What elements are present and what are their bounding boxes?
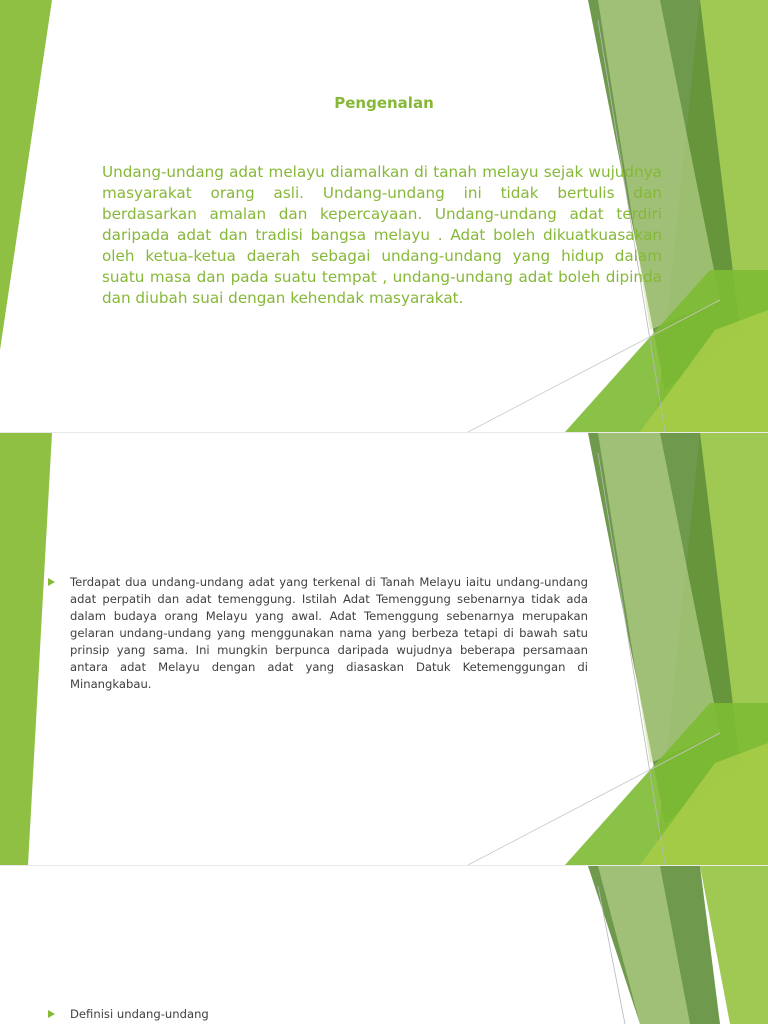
bullet-arrow-icon (48, 578, 55, 586)
bullet-text: Terdapat dua undang-undang adat yang terkenal di Tanah Melayu iaitu undang-undang adat perpatih dan adat temenggung. Istilah Adat Temenggung sebenarnya tidak ada dalam budaya orang Melayu yang awal. Adat Temenggung sebenarnya merupakan gelaran undang-undang yang menggunakan nama yang berbeza tetapi di bawah satu prinsip yang sama. Ini mungkin berpunca daripada wujudnya beberapa persamaan antara adat Melayu dengan adat yang diasaskan Datuk Ketemenggungan di Minangkabau. (70, 575, 588, 691)
slide-2 (0, 433, 768, 865)
bullet-arrow-icon (48, 1010, 55, 1018)
left-green-shape (0, 433, 52, 865)
left-green-shape (0, 0, 52, 350)
bullet-item (48, 574, 588, 693)
slide-3 (0, 866, 768, 1024)
bullet-text: Definisi undang-undang (70, 1007, 209, 1021)
slide-decoration (0, 866, 768, 1024)
slide-1 (0, 0, 768, 432)
intro-paragraph: Undang-undang adat melayu diamalkan di tanah melayu sejak wujudnya masyarakat orang asli. Undang-undang ini tidak bertulis dan berdasarkan amalan dan kepercayaan. Undang-undang adat terdiri daripada adat dan tradisi bangsa melayu . Adat boleh dikuatkuasakan oleh ketua-ketua daerah sebagai undang-undang yang hidup dalam suatu masa dan pada suatu tempat , undang-undang adat boleh dipinda dan diubah suai dengan kehendak masyarakat. (102, 163, 662, 307)
slide-title: Pengenalan (334, 94, 434, 112)
bullet-item (48, 1006, 588, 1023)
